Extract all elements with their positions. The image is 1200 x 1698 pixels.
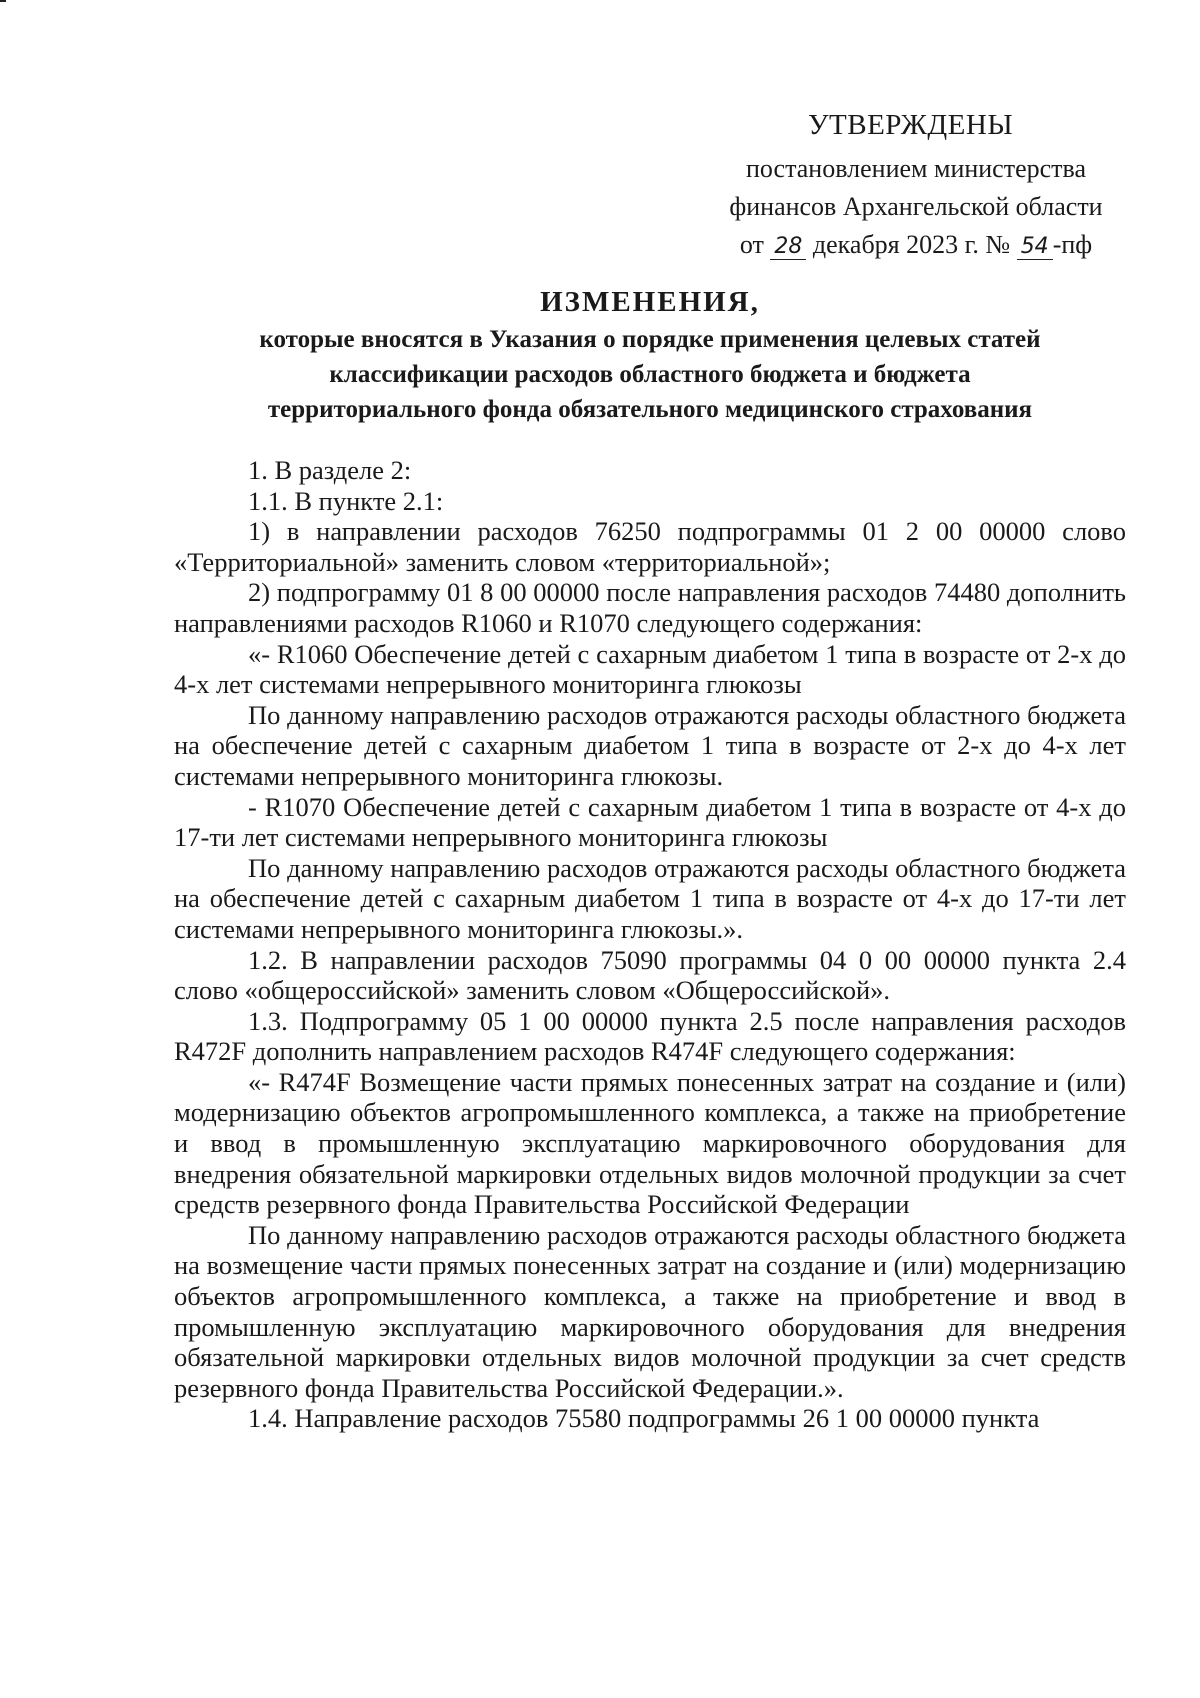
heading-subtitle-2: классификации расходов областного бюджета и бюджета xyxy=(329,361,971,388)
paragraph: 1.2. В направлении расходов 75090 программы 04 0 00 00000 пункта 2.4 слово «общероссийской» заменить словом «Общероссийской». xyxy=(174,944,1126,1006)
paragraph: - R1070 Обеспечение детей с сахарным диабетом 1 типа в возрасте от 4-х до 17-ти лет системами непрерывного мониторинга глюкозы xyxy=(174,791,1126,853)
heading-title: ИЗМЕНЕНИЯ, xyxy=(540,286,760,318)
paragraph: «- R1060 Обеспечение детей с сахарным диабетом 1 типа в возрасте от 2-х до 4-х лет системами непрерывного мониторинга глюкозы xyxy=(174,638,1126,700)
paragraph: 2) подпрограмму 01 8 00 00000 после направления расходов 74480 дополнить направлениями расходов R1060 и R1070 следующего содержания: xyxy=(174,577,1126,638)
paragraph: По данному направлению расходов отражаются расходы областного бюджета на обеспечение детей с сахарным диабетом 1 типа в возрасте от 2-х до 4-х лет системами непрерывного мониторинга глюкозы. xyxy=(174,699,1126,791)
scan-corner-mark xyxy=(0,0,6,2)
paragraph: 1. В разделе 2: xyxy=(248,455,412,485)
handwritten-number: 54 xyxy=(1017,235,1053,260)
paragraph: По данному направлению расходов отражаются расходы областного бюджета на возмещение части прямых понесенных затрат на создание и (или) модернизацию объектов агропромышленного комплекса, а также на приобретение и ввод в промышленную эксплуатацию маркировочного оборудования для внедрения обязательной маркировки отдельных видов молочной продукции за счет средств резервного фонда Правительства Российской Федерации.». xyxy=(174,1219,1126,1403)
date-prefix: от xyxy=(739,230,764,259)
document-heading xyxy=(170,282,1130,427)
heading-subtitle-1: которые вносятся в Указания о порядке применения целевых статей xyxy=(259,326,1041,353)
paragraph: 1) в направлении расходов 76250 подпрограммы 01 2 00 00000 слово «Территориальной» заменить словом «территориальной»; xyxy=(174,516,1126,577)
approval-title: УТВЕРЖДЕНЫ xyxy=(808,109,1014,141)
paragraph: По данному направлению расходов отражаются расходы областного бюджета на обеспечение детей с сахарным диабетом 1 типа в возрасте от 4-х до 17-ти лет системами непрерывного мониторинга глюкозы.». xyxy=(174,852,1126,944)
approval-stamp-block xyxy=(716,106,1116,264)
number-suffix: -пф xyxy=(1052,230,1093,259)
approval-line-2: финансов Архангельской области xyxy=(729,192,1103,221)
date-middle: декабря 2023 г. № xyxy=(812,230,1011,259)
document-body xyxy=(174,455,1126,1434)
approval-date-line xyxy=(716,226,1116,264)
paragraph: 1.3. Подпрограмму 05 1 00 00000 пункта 2.5 после направления расходов R472F дополнить направлением расходов R474F следующего содержания: xyxy=(174,1005,1126,1067)
paragraph: 1.1. В пункте 2.1: xyxy=(248,485,444,516)
paragraph: «- R474F Возмещение части прямых понесенных затрат на создание и (или) модернизацию объектов агропромышленного комплекса, а также на приобретение и ввод в промышленную эксплуатацию маркировочного оборудования для внедрения обязательной маркировки отдельных видов молочной продукции за счет средств резервного фонда Правительства Российской Федерации xyxy=(174,1066,1126,1220)
paragraph: 1.4. Направление расходов 75580 подпрограммы 26 1 00 00000 пункта xyxy=(248,1403,1040,1434)
approval-line-1: постановлением министерства xyxy=(745,154,1087,183)
handwritten-day: 28 xyxy=(770,235,806,260)
heading-subtitle-3: территориального фонда обязательного медицинского страхования xyxy=(267,396,1033,423)
